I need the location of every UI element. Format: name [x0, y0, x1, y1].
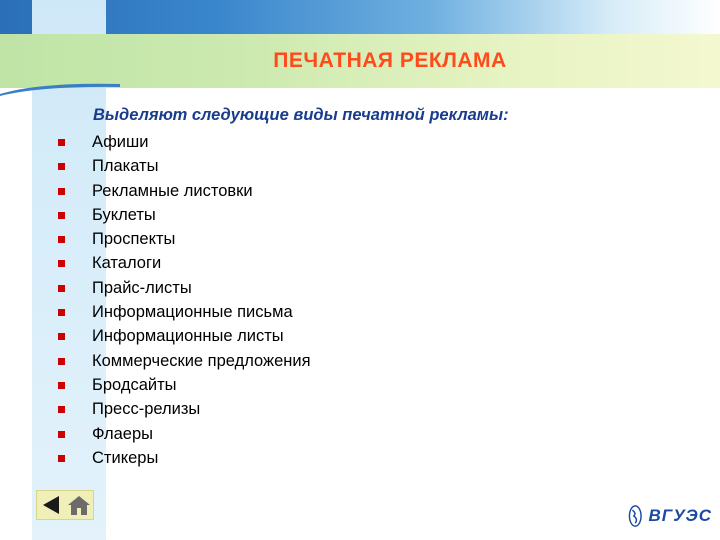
header-gradient-band: [0, 0, 720, 34]
bullet-icon: [58, 285, 65, 292]
bullet-icon: [58, 188, 65, 195]
bullet-icon: [58, 163, 65, 170]
emblem-icon: [628, 500, 643, 532]
intro-text: Выделяют следующие виды печатной рекламы:: [93, 106, 509, 124]
triangle-left-icon: [40, 494, 62, 516]
slide-navigation: [36, 490, 94, 520]
bullet-icon: [58, 139, 65, 146]
page-title: ПЕЧАТНАЯ РЕКЛАМА: [273, 49, 507, 72]
university-logo: [628, 499, 712, 533]
back-button[interactable]: [40, 494, 62, 516]
home-button[interactable]: [67, 494, 91, 516]
bullet-icon: [58, 333, 65, 340]
bullet-icon: [58, 309, 65, 316]
logo-text: ВГУЭС: [648, 506, 712, 525]
bullet-icon: [58, 358, 65, 365]
bullet-icon: [58, 431, 65, 438]
home-icon: [67, 494, 91, 516]
bullet-icon: [58, 236, 65, 243]
bullet-icon: [58, 455, 65, 462]
bullet-icon: [58, 260, 65, 267]
bullet-icon: [58, 382, 65, 389]
bullet-icon: [58, 212, 65, 219]
bullet-icon: [58, 406, 65, 413]
